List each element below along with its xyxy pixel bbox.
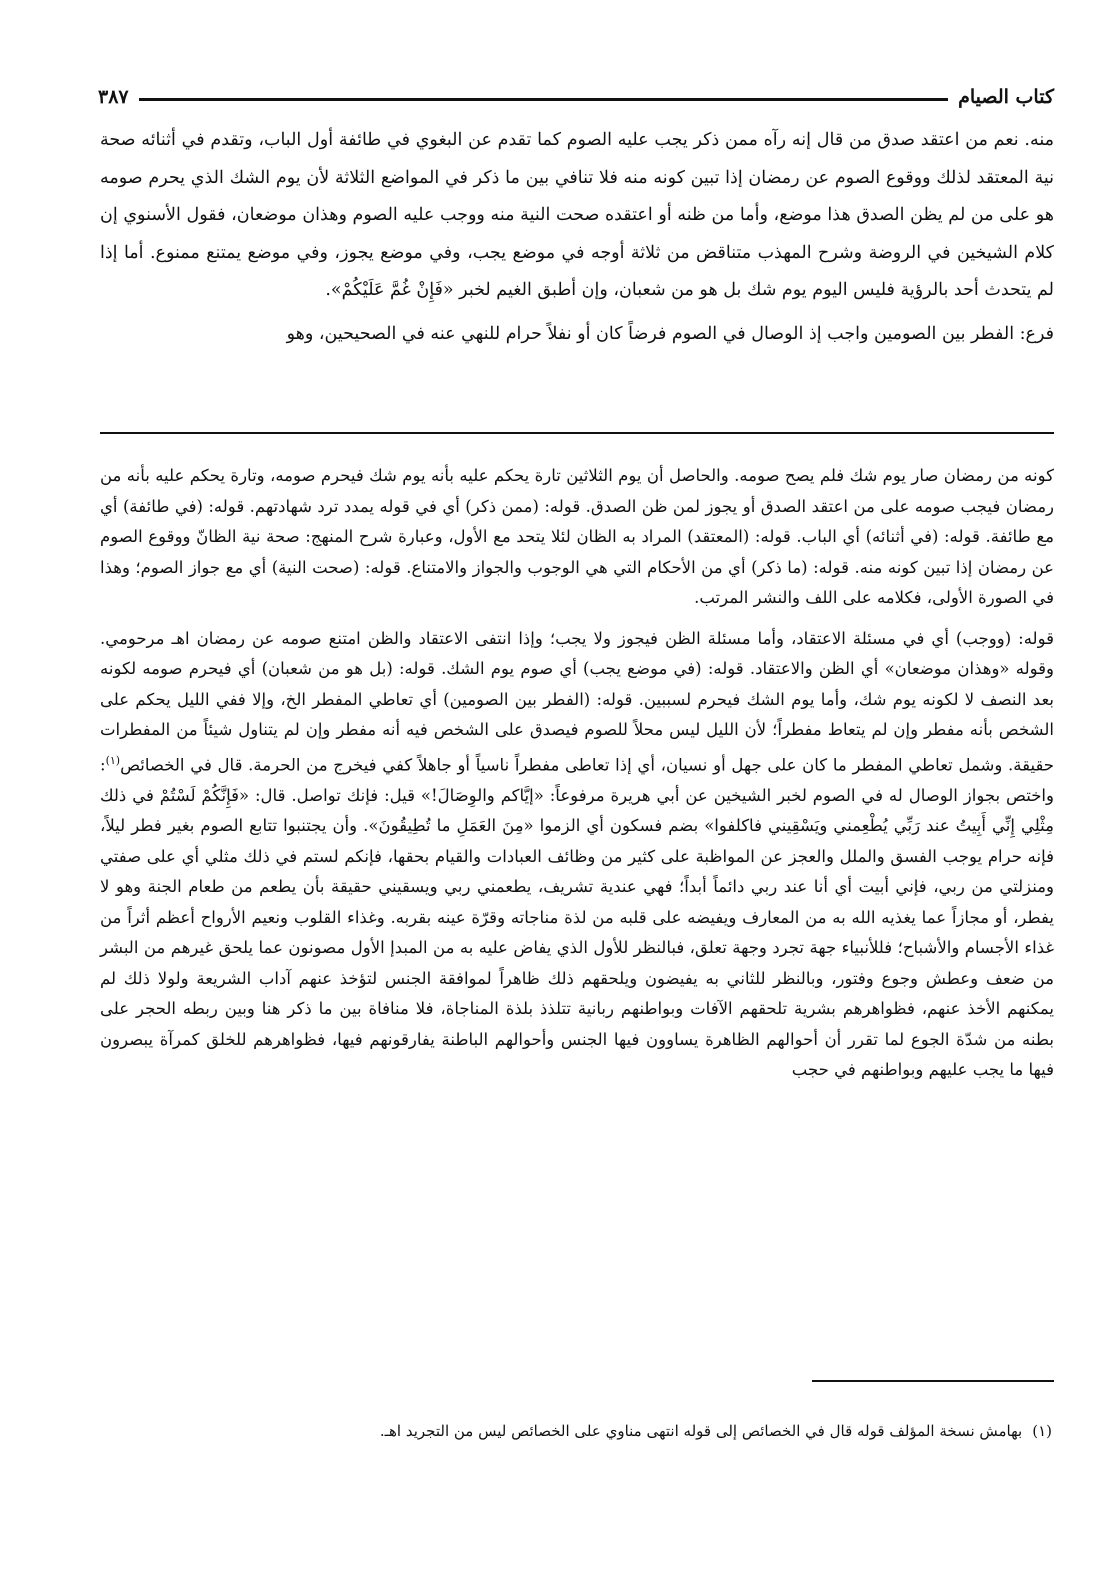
commentary-text-segment: قوله: (ووجب) أي في مسئلة الاعتقاد، وأما مسئلة الظن فيجوز ولا يجب؛ وإذا انتفى الاعتقاد والظن امتنع صومه عن رمضان اهـ مرحومي. وقوله «وهذان موضعان» أي الظن والاعتقاد. قوله: (في موضع يجب) أي صوم يوم الشك. قوله: (بل هو من شعبان) أي فيحرم صومه لكونه بعد النصف لا لكونه يوم شك، وأما يوم الشك فيحرم لسببين. قوله: (الفطر بين الصومين) أي تعاطي المفطر الخ، وإلا ففي الليل يحكم على الشخص بأنه مفطر وإن لم يتعاط مفطراً؛ لأن الليل ليس محلاً للصوم فيصدق على الشخص فيه أنه مفطر وإن لم يتناول شيئاً من المفطرات حقيقة. وشمل تعاطي المفطر ما كان على جهل أو نسيان، أي إذا تعاطى مفطراً ناسياً أو جاهلاً كفي فيخرج من الحرمة. قال في الخصائص — [100, 628, 1054, 774]
commentary-text — [100, 461, 1054, 1086]
footnote-rule — [812, 1380, 1054, 1382]
separator-rule — [100, 432, 1054, 434]
main-paragraph: منه. نعم من اعتقد صدق من قال إنه رآه ممن ذكر يجب عليه الصوم كما تقدم عن البغوي في طائفة أول الباب، وتقدم في أثنائه صحة نية المعتقد لذلك ووقوع الصوم عن رمضان إذا تبين كونه منه فلا تنافي بين ما ذكر في المواضع الثلاثة لأن يوم الشك الذي يحرم صومه هو على من لم يظن الصدق هذا موضع، وأما من ظنه أو اعتقده صحت النية منه ووجب عليه الصوم وهذان موضعان، فقول الأسنوي إن كلام الشيخين في الروضة وشرح المهذب متناقض من ثلاثة أوجه في موضع يجب، وفي موضع يجوز، وفي موضع يمتنع ممنوع. أما إذا لم يتحدث أحد بالرؤية فليس اليوم يوم شك بل هو من شعبان، وإن أطبق الغيم لخبر «فَإِنْ غُمَّ عَلَيْكُمْ». — [100, 130, 1054, 300]
running-header — [98, 72, 1054, 108]
commentary-paragraph: كونه من رمضان صار يوم شك فلم يصح صومه. والحاصل أن يوم الثلاثين تارة يحكم عليه بأنه يوم شك فيحرم صومه، وتارة يحكم عليه بأنه من رمضان فيجب صومه على من اعتقد الصدق أو يجوز لمن ظن الصدق. قوله: (ممن ذكر) أي في قوله يمدد ترد شهادتهم. قوله: (في طائفة) أي مع طائفة. قوله: (في أثنائه) أي الباب. قوله: (المعتقد) المراد به الظان لئلا يتحد مع الأول، وعبارة شرح المنهج: صحة نية الظانّ ووقوع الصوم عن رمضان إذا تبين كونه منه. قوله: (ما ذكر) أي من الأحكام التي هي الوجوب والجواز والامتناع. قوله: (صحت النية) أي مع جواز الصوم؛ وهذا في الصورة الأولى، فكلامه على اللف والنشر المرتب. — [100, 466, 1054, 607]
footnote-marker: (١) — [1032, 1422, 1052, 1440]
main-text — [100, 122, 1054, 353]
main-paragraph-far: فرع: الفطر بين الصومين واجب إذ الوصال في الصوم فرضاً كان أو نفلاً حرام للنهي عنه في الصحيحين، وهو — [286, 323, 1054, 344]
footnote-text: بهامش نسخة المؤلف قوله قال في الخصائص إلى قوله انتهى مناوي على الخصائص ليس من التجريد اهـ. — [379, 1422, 1023, 1440]
book-title: كتاب الصيام — [958, 86, 1054, 108]
header-rule — [139, 98, 948, 101]
footnote-reference[interactable]: (١) — [105, 753, 121, 767]
page-number: ٣٨٧ — [98, 86, 129, 108]
commentary-text-segment: : واختص بجواز الوصال له في الصوم لخبر الشيخين عن أبي هريرة مرفوعاً: «إيَّاكم والوِصَالَ!» قيل: فإنك تواصل. قال: «فَإِنَّكُمْ لَسْتُمْ في ذلك مِثْلِي إِنِّي أَبِيتُ عند رَبِّي يُطْعِمني ويَسْقِيني فاكلفوا» بضم فسكون أي الزموا «مِنَ العَمَلِ ما تُطِيقُونَ». وأن يجتنبوا تتابع الصوم بغير فطر ليلاً، فإنه حرام يوجب الفسق والملل والعجز عن المواظبة على كثير من وظائف العبادات والقيام بحقها، فإنكم لستم في ذلك مثلي أي على صفتي ومنزلتي من ربي، فإني أبيت أي أنا عند ربي دائماً أبداً؛ فهي عندية تشريف، يطعمني ربي ويسقيني حقيقة بأن يطعم من طعام الجنة وهو لا يفطر، أو مجازاً عما يغذيه الله به من المعارف ويفيضه على قلبه من لذة مناجاته وقرّة عينه بقربه. وغذاء القلوب ونعيم الأرواح أعظم أثراً من غذاء الأجسام والأشباح؛ فللأنبياء جهة تجرد وجهة تعلق، فبالنظر للأول الذي يفاض عليه به من المبدإ الأول مصونون عما يلحق غيرهم من البشر من ضعف وعطش وجوع وفتور، وبالنظر للثاني به يفيضون ويلحقهم ذلك ظاهراً لموافقة الجنس لتؤخذ عنهم آداب الشريعة ولولا ذلك لم يمكنهم الأخذ عنهم، فظواهرهم بشرية تلحقهم الآفات وبواطنهم ربانية تتلذذ بلذة المناجاة، فلا منافاة بين ما ذكر هنا وبين ربطه الحجر على بطنه من شدّة الجوع لما تقرر أن أحوالهم الظاهرة يساوون فيها الجنس وأحوالهم الباطنة يفارقونهم فيها، فظواهرهم للخلق كمرآة يبصرون فيها ما يجب عليهم وبواطنهم في حجب — [100, 755, 1054, 1079]
commentary-paragraph — [100, 624, 1054, 1086]
footnote — [100, 1418, 1052, 1444]
